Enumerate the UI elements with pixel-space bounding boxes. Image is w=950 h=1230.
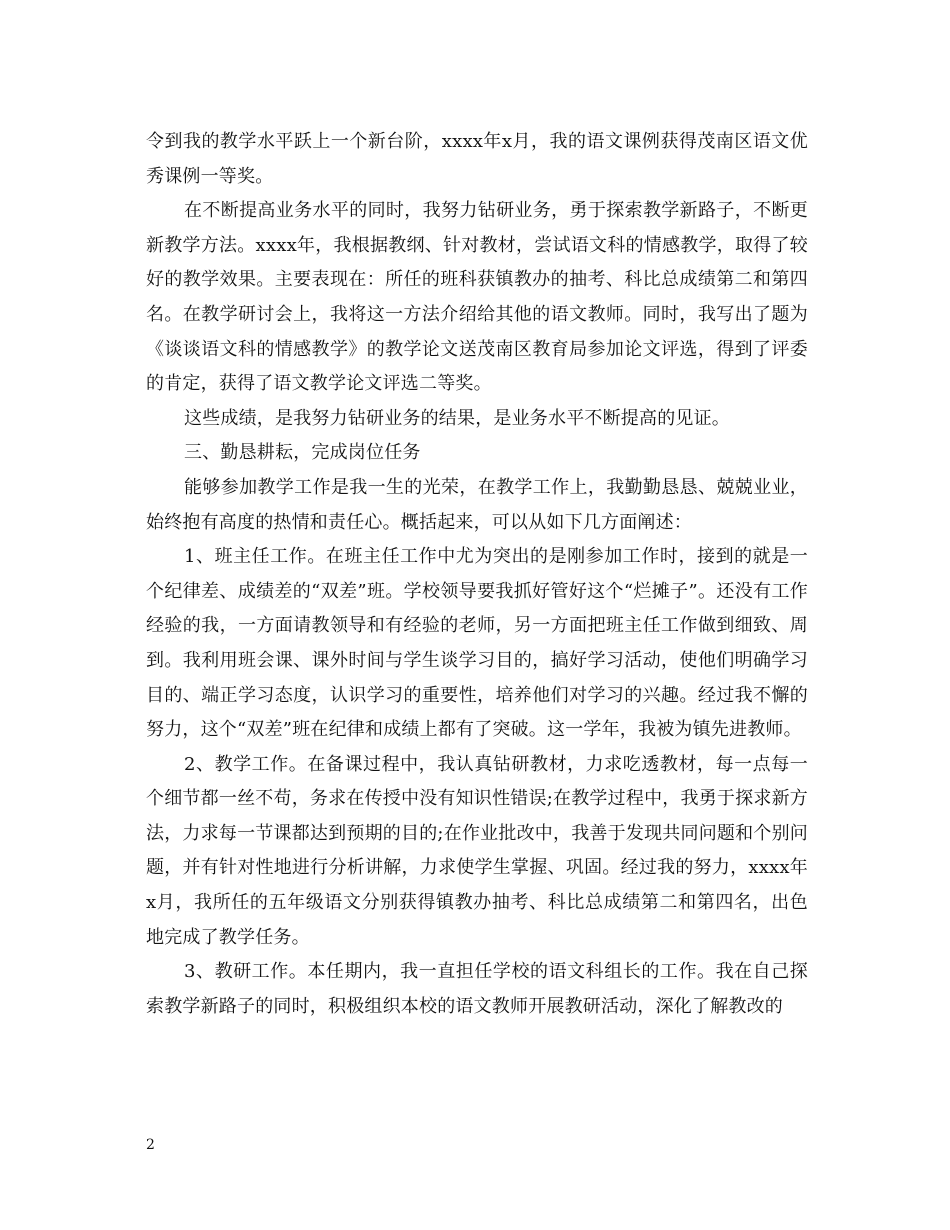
section-heading: 三、勤恳耕耘，完成岗位任务	[184, 442, 421, 464]
paragraph: 3、教研工作。本任期内，我一直担任学校的语文科组长的工作。我在自己探索教学新路子的同时，积极组织本校的语文教师开展教研活动，深化了解教改的	[146, 961, 808, 1017]
paragraph: 这些成绩，是我努力钻研业务的结果，是业务水平不断提高的见证。	[184, 407, 730, 429]
page-number: 2	[146, 1137, 155, 1153]
paragraph: 能够参加教学工作是我一生的光荣，在教学工作上，我勤勤恳恳、兢兢业业，始终抱有高度的热情和责任心。概括起来，可以从如下几方面阐述：	[146, 476, 808, 533]
paragraph: 1、班主任工作。在班主任工作中尤为突出的是刚参加工作时，接到的就是一个纪律差、成绩差的“双差”班。学校领导要我抓好管好这个“烂摊子”。还没有工作经验的我，一方面请教领导和有经验的老师，另一方面把班主任工作做到细致、周到。我利用班会课、课外时间与学生谈学习目的，搞好学习活动，使他们明确学习目的、端正学习态度，认识学习的重要性，培养他们对学习的兴趣。经过我不懈的努力，这个“双差”班在纪律和成绩上都有了突破。这一学年，我被为镇先进教师。	[146, 546, 808, 741]
paragraph: 2、教学工作。在备课过程中，我认真钻研教材，力求吃透教材，每一点每一个细节都一丝不苟，务求在传授中没有知识性错误;在教学过程中，我勇于探求新方法，力求每一节课都达到预期的目的;在作业批改中，我善于发现共同问题和个别问题，并有针对性地进行分析讲解，力求使学生掌握、巩固。经过我的努力，xxxx年x月，我所任的五年级语文分别获得镇教办抽考、科比总成绩第二和第四名，出色地完成了教学任务。	[146, 753, 808, 948]
paragraph: 在不断提高业务水平的同时，我努力钻研业务，勇于探索教学新路子，不断更新教学方法。xxxx年，我根据教纲、针对教材，尝试语文科的情感教学，取得了较好的教学效果。主要表现在：所任的班科获镇教办的抽考、科比总成绩第二和第四名。在教学研讨会上，我将这一方法介绍给其他的语文教师。同时，我写出了题为《谈谈语文科的情感教学》的教学论文送茂南区教育局参加论文评选，得到了评委的肯定，获得了语文教学论文评选二等奖。	[146, 200, 808, 395]
body-text	[146, 125, 808, 1024]
paragraph: 令到我的教学水平跃上一个新台阶，xxxx年x月，我的语文课例获得茂南区语文优秀课例一等奖。	[146, 131, 808, 187]
